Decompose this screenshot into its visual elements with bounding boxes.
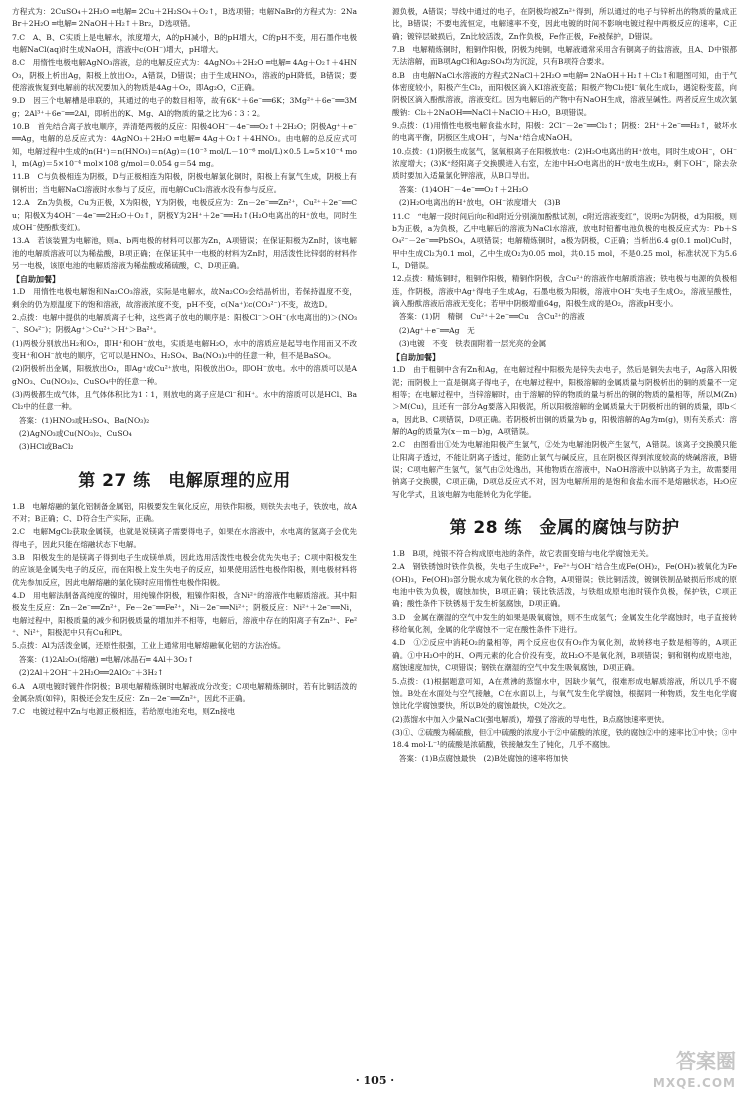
self-help-heading-right: 【自助加餐】 xyxy=(392,353,440,363)
text-line: (2)2Al＋2OH⁻＋2H₂O══2AlO₂⁻＋3H₂↑ xyxy=(18,668,164,678)
text-line: 1.D 由于粗铜中含有Zn和Ag，在电解过程中阳极先是锌失去电子，然后是铜失去电子，Ag落入阳极泥；而阴极上一直是铜离子得电子，在电解过程中，阳极溶解的金属质量与阴极析出的铜的质量不一定相等；在电解过程中，当锌溶解时，由于溶解的锌的物质的量与析出的铜的物质的量相等，所以M(Zn)＞M(Cu)，且还有一部分Ag要落入阳极泥，所以阳极溶解的金属质量大于阴极析出的铜的质量，即b＜a，因此B、C项错误，D项正确。若阴极析出铜的质量为b g，阳极溶解的Ag为m(g)，则有关系式：溶解的Ag的质量为(x－m－b)g，A项错误。 xyxy=(392,365,737,436)
text-line: 源负极，A错误；导线中通过的电子，在阴极均被Zn²⁺得到，所以通过的电子与锌析出的物质的量成正比，B错误；不要电流恒定，电解速率不变，因此电镀的时间不影响电镀过程中两极反应的速率，C正确；镀锌层破损后，Zn比较活泼，Zn作负极，Fe作正极，Fe被保护，D错误。 xyxy=(392,7,737,41)
section-28-title: 第 28 练 金属的腐蚀与防护 xyxy=(449,518,680,539)
text-line: (3)两极都生成气体，且气体体积比为1∶1，则放电的离子应是Cl⁻和H⁺。水中的溶质可以是HCl、BaCl₂中的任意一种。 xyxy=(12,389,357,412)
section-27-answer xyxy=(12,654,357,680)
text-line: 13.A 若该装置为电解池，则a、b两电极的材料可以都为Zn，A项错误；在保证阳极为Zn时，该电解池的电解质溶液可以为稀盐酸，B项正确；在保证其中一电极的材料为Zn时，用活泼性比锌弱的材料作另一电极，该原电池的电解质溶液为稀盐酸或稀硫酸，C、D项正确。 xyxy=(12,236,357,270)
watermark-url: MXQE.COM xyxy=(652,1076,736,1090)
text-line: 答案：(1)B点腐蚀最快 (2)B处腐蚀的速率将加快 xyxy=(398,753,569,763)
text-line: 9.点拨：(1)用惰性电极电解食盐水时，阳极：2Cl⁻－2e⁻══Cl₂↑；阴极：2H⁺＋2e⁻══H₂↑，破坏水的电离平衡，阴极区生成OH⁻，与Na⁺结合成NaOH。 xyxy=(392,121,737,143)
text-line: 5.点拨：(1)根据题意可知，A在煮沸的蒸馏水中，因缺少氧气，很难形成电解质溶液，所以几乎不腐蚀。B处在水面处与空气接触，C在水面以上，与氧气发生化学腐蚀，根据同一种物质，发生电化学腐蚀比化学腐蚀要快，所以B处的腐蚀最快，C处次之。 xyxy=(392,676,737,711)
section-28-entries xyxy=(392,548,737,752)
left-answer-mid xyxy=(12,415,357,454)
section-28-answer xyxy=(392,753,737,765)
text-line: 3.D 金属在潮湿的空气中发生的如果是吸氧腐蚀，则不生成氢气；金属发生化学腐蚀时，电子直接转移给氧化剂，金属的化学腐蚀不一定在酸性条件下进行。 xyxy=(392,612,737,635)
text-line: 2.C 电解MgCl₂获取金属镁，也就是说镁离子需要得电子，如果在水溶液中，水电离的氢离子会优先得电子，因此只能在熔融状态下电解。 xyxy=(12,527,357,549)
text-line: 4.D 用电解法制备高纯度的镍时，用纯镍作阴极，粗镍作阳极，含Ni²⁺的溶液作电解质溶液。其中阳极发生反应：Zn－2e⁻══Zn²⁺，Fe－2e⁻══Fe²⁺，Ni－2e⁻══Ni²⁺；阴极反应：Ni²⁺＋2e⁻══Ni，电解过程中，阳极质量的减少和阴极质量的增加并不相等，电解后，溶液中存在的阳离子有Zn²⁺、Fe²⁺、Ni²⁺，阳极泥中只有Cu和Pt。 xyxy=(12,591,357,638)
text-line: 答案：(1)HNO₃或H₂SO₄、Ba(NO₃)₂ xyxy=(18,415,150,425)
text-line: 1.B B项，纯银不符合构成原电池的条件，故它表面变暗与电化学腐蚀无关。 xyxy=(392,549,654,559)
text-line: 3.B 阳极发生的是镁离子得到电子生成镁单质，因此选用活泼性电极会优先失电子；C项中阳极发生的应该是金属失电子的反应，而在阳极上发生失电子的反应，如果使用活性电极作阳极，则电极材料将优先参加反应，因此电解熔融的氯化镁时应用惰性电极作阳极。 xyxy=(12,553,357,587)
right-column xyxy=(392,6,737,766)
watermark-text: 答案圈 xyxy=(676,1049,736,1073)
page-number: · 105 · xyxy=(355,1074,395,1087)
text-line: (2)Ag⁺＋e⁻══Ag 无 xyxy=(398,325,475,335)
text-line: 2.点拨：电解中提供的电解质离子七种，这些离子放电的顺序是：阳极Cl⁻＞OH⁻(水电离出的)＞(NO₃⁻、SO₄²⁻)；阴极Ag⁺＞Cu²⁺＞H⁺＞Ba²⁺。 xyxy=(12,312,357,335)
text-line: 2.C 由图看出①处为电解池阳极产生氯气，②处为电解池阴极产生氢气，A错误。该离子交换膜只能让阳离子透过，不能让阴离子透过，能防止氯气与碱反应，且在阴极区得到浓度较高的烧碱溶液，B错误；C项电解产生氢气，氢气由②处逸出，其他物质在溶液中，NaOH溶液中以钠离子为主，故需要用钠离子交换膜，C项正确，D项总反应式不对，因为电解所用的是饱和食盐水而不是熔融状态，H₂O应写化学式，且该电解为电能转化为化学能。 xyxy=(392,440,737,499)
text-line: 8.C 用惰性电极电解AgNO₃溶液，总的电解反应式为：4AgNO₃＋2H₂O ═电解═ 4Ag＋O₂↑＋4HNO₃，阴极上析出Ag，阳极上放出O₂，A错误，D错误；由于生成HNO₃，溶液的pH降低，B错误；要使溶液恢复到电解前的状况要加入的物质是4Ag＋O₂，即Ag₂O，C正确。 xyxy=(12,58,357,93)
text-line: 12.A Zn为负极，Cu为正极，X为阳极，Y为阴极，电极反应为：Zn－2e⁻══Zn²⁺，Cu²⁺＋2e⁻══Cu；阳极X为4OH⁻－4e⁻══2H₂O＋O₂↑，阴极Y为2H⁺＋2e⁻══H₂↑(H₂O电离出的H⁺放电，同时生成OH⁻使酚酞变红)。 xyxy=(12,198,357,232)
left-entries-top xyxy=(12,6,357,272)
text-line: 10.B 首先结合离子放电顺序，弄清楚两极的反应：阳极4OH⁻－4e⁻══O₂↑＋2H₂O；阴极Ag⁺＋e⁻══Ag，电解的总反应式为：4AgNO₃＋2H₂O ═电解═ 4Ag＋O₂↑＋4HNO₃。由电解的总反应式可知，电解过程中生成的n(H⁺)＝n(HNO₃)＝n(Ag)＝(10⁻³ mol/L－10⁻⁶ mol/L)×0.5 L≈5×10⁻⁴ mol，m(Ag)＝5×10⁻⁴ mol×108 g/mol＝0.054 g＝54 mg。 xyxy=(12,122,357,169)
text-line: 11.C “电解一段时间后向c和d附近分别滴加酚酞试剂，c附近溶液变红”，说明c为阴极，d为阳极，则b为正极，a为负极，乙中电解后的溶液为NaCl水溶液，放电时铅蓄电池负极的电极反应式为：Pb＋SO₄²⁻－2e⁻══PbSO₄，A项错误；电解精炼铜时，a极为阴极，C正确；当析出6.4 g(0.1 mol)Cu时，甲中生成Cl₂为0.1 mol，乙中生成O₂为0.05 mol，共0.15 mol，不是0.25 mol，标准状况下为5.6 L，D错误。 xyxy=(392,211,737,270)
text-line: 8.B 由电解NaCl水溶液的方程式2NaCl＋2H₂O ═电解═ 2NaOH＋H₂↑＋Cl₂↑和题图可知，由于气体密度较小，阳极产生Cl₂，而阳极区滴入KI溶液变蓝；阳极产物Cl₂使I⁻氧化生成I₂，遇淀粉变蓝，向阴极区滴入酚酞溶液，溶液变红。因为电解后的产物中有NaOH生成，溶液呈碱性。两者反应生成次氯酸钠：Cl₂＋2NaOH══NaCl＋NaClO＋H₂O，B项错误。 xyxy=(392,70,737,117)
right-entries-top xyxy=(392,6,737,183)
text-line: 5.点拨：Al为活泼金属，还原性很强，工业上通常用电解熔融氧化铝的方法冶炼。 xyxy=(12,641,286,651)
text-line: (3)电镀 不变 铁表面附着一层光亮的金属 xyxy=(398,338,547,348)
text-line: 方程式为：2CuSO₄＋2H₂O ═电解═ 2Cu＋2H₂SO₄＋O₂↑，B选项错；电解NaBr的方程式为：2NaBr＋2H₂O ═电解═ 2NaOH＋H₂↑＋Br₂，D选项错。 xyxy=(12,7,357,29)
text-line: (2)H₂O电离出的H⁺放电，OH⁻浓度增大 (3)B xyxy=(398,198,561,208)
right-entries-mid xyxy=(392,211,737,311)
text-line: 7.C A、B、C实质上是电解水，浓度增大，A的pH减小，B的pH增大，C的pH不变，用石墨作电极电解NaCl(aq)时生成NaOH，溶液中c(OH⁻)增大，pH增大。 xyxy=(12,32,357,55)
right-answer-12 xyxy=(392,311,737,350)
text-line: 4.D ①②反应中消耗O₂的量相等，两个反应也仅有O₂作为氧化剂，故转移电子数是相等的，A项正确。①中H₂O中的H、O两元素的化合价没有变，故H₂O不是氧化剂，B项错误；铜和钢构成原电池，腐蚀速度加快，C项错误；钢铁在潮湿的空气中发生吸氧腐蚀，D项正确。 xyxy=(392,638,737,673)
right-entries-self xyxy=(392,364,737,501)
section-27-title: 第 27 练 电解原理的应用 xyxy=(78,470,291,491)
text-line: (3)①、②硫酸为稀硫酸，但①中硫酸的浓度小于②中硫酸的浓度，铁的腐蚀②中的速率比①中快；③中18.4 mol·L⁻¹的硫酸是浓硫酸，铁接触发生了钝化，几乎不腐蚀。 xyxy=(392,727,737,750)
text-line: 11.B C与负极相连为阴极，D与正极相连为阳极，阴极电解氯化铜时，阳极上有氯气生成，阴极上有铜析出；当电解NaCl溶液时水参与了反应，而电解CuCl₂溶液水没有参与反应。 xyxy=(12,172,357,194)
right-answer-10 xyxy=(392,184,737,210)
text-line: 1.B 电解熔融的氯化铝制备金属铝，阳极要发生氧化反应，用铁作阳极，则铁失去电子，铁放电，故A不对；B正确；C、D符合生产实际，正确。 xyxy=(12,501,357,524)
text-line: 2.A 钢铁锈蚀时铁作负极，失电子生成Fe²⁺，Fe²⁺与OH⁻结合生成Fe(OH)₂，Fe(OH)₂被氧化为Fe(OH)₃，Fe(OH)₃部分脱水成为氧化铁的水合物，A项错误；铁比铜活泼，镀铜铁制品破损后形成的原电池中铁为负极，腐蚀加快，B项正确；镁比铁活泼，与铁组成原电池时镁作负极，保护铁，C项正确；酸性条件下铁锈易于发生析氢腐蚀，D项正确。 xyxy=(392,562,737,609)
text-line: 1.D 用惰性电极电解饱和Na₂CO₃溶液，实际是电解水，故Na₂CO₃会结晶析出，若保持温度不变，剩余的仍为原温度下的饱和溶液，故溶液浓度不变，pH不变，c(Na⁺)∶c(CO₃²⁻)不变，故选D。 xyxy=(12,287,357,309)
section-27-entries-b xyxy=(12,681,357,719)
watermark-logo xyxy=(653,1050,736,1094)
text-line: (2)蒸馏水中加入少量NaCl(强电解质)，增强了溶液的导电性，B点腐蚀速率更快。 xyxy=(392,714,670,724)
text-line: 6.A A项电镀时镀件作阴极；B项电解精炼铜时电解液成分改变；C项电解精炼铜时，若有比铜活泼的金属杂质(如锌)，阳极还会发生反应：Zn－2e⁻══Zn²⁺，因此不正确。 xyxy=(12,681,357,703)
left-column xyxy=(12,6,357,720)
text-line: (1)两极分别放出H₂和O₂，即H⁺和OH⁻放电，实质是电解H₂O，水中的溶质应是起导电作用而又不改变H⁺和OH⁻放电的顺序，它可以是HNO₃、H₂SO₄、Ba(NO₃)₂中的任意一种，但不是BaSO₄。 xyxy=(12,338,357,360)
left-entries-mid xyxy=(12,286,357,413)
self-help-heading-left: 【自助加餐】 xyxy=(12,275,60,285)
text-line: 7.C 电镀过程中Zn与电源正极相连，若给原电池充电，则Zn接电 xyxy=(12,707,236,717)
text-line: (3)HCl或BaCl₂ xyxy=(18,442,74,452)
text-line: 答案：(1)阴 精铜 Cu²⁺＋2e⁻══Cu 含Cu²⁺的溶液 xyxy=(398,312,585,322)
text-line: 10.点拨：(1)阴极生成氢气，氢氧根离子在阳极放电：(2)H₂O电离出的H⁺放电，同时生成OH⁻，OH⁻浓度增大；(3)K⁺经阳离子交换膜进入右室，左池中H₂O电离出的H⁺放电生成H₂，剩下OH⁻，除去杂质时要加入适量氯化钾溶液，从B口导出。 xyxy=(392,146,737,181)
text-line: 12.点拨：精炼铜时，粗铜作阳极，精铜作阴极，含Cu²⁺的溶液作电解质溶液；铁电极与电源的负极相连，作阴极，溶液中Ag⁺得电子生成Ag，石墨电极为阳极，溶液中OH⁻失电子生成O₂，溶液呈酸性，滴入酚酞溶液后溶液无变化；若甲中阴极增重64g，阳极生成的是O₂，溶液pH变小。 xyxy=(392,274,737,308)
text-line: 答案：(1)4OH⁻－4e⁻══O₂↑＋2H₂O xyxy=(398,184,529,194)
section-27-entries xyxy=(12,501,357,653)
text-line: (2)阴极析出金属，阳极放出O₂，即Ag⁺或Cu²⁺放电，阳极放出O₂，即OH⁻放电。水中的溶质可以是AgNO₃、Cu(NO₃)₂、CuSO₄中的任意一种。 xyxy=(12,364,357,386)
text-line: (2)AgNO₃或Cu(NO₃)₂、CuSO₄ xyxy=(18,429,132,438)
text-line: 7.B 电解精炼铜时，粗铜作阳极，阴极为纯铜，电解液通常采用含有铜离子的盐溶液，且A、D中银都无法溶解，而B项AgCl和Ag₂SO₄均为沉淀，只有B项符合要求。 xyxy=(392,45,737,67)
text-line: 答案：(1)2Al₂O₃(熔融) ═电解/冰晶石═ 4Al＋3O₂↑ xyxy=(18,654,194,664)
text-line: 9.D 因三个电解槽是串联的，其通过的电子的数目相等，故有6K⁺＋6e⁻══6K；3Mg²⁺＋6e⁻══3Mg；2Al³⁺＋6e⁻══2Al，即析出的K、Mg、Al的物质的量之比为6∶3∶2。 xyxy=(12,96,357,118)
